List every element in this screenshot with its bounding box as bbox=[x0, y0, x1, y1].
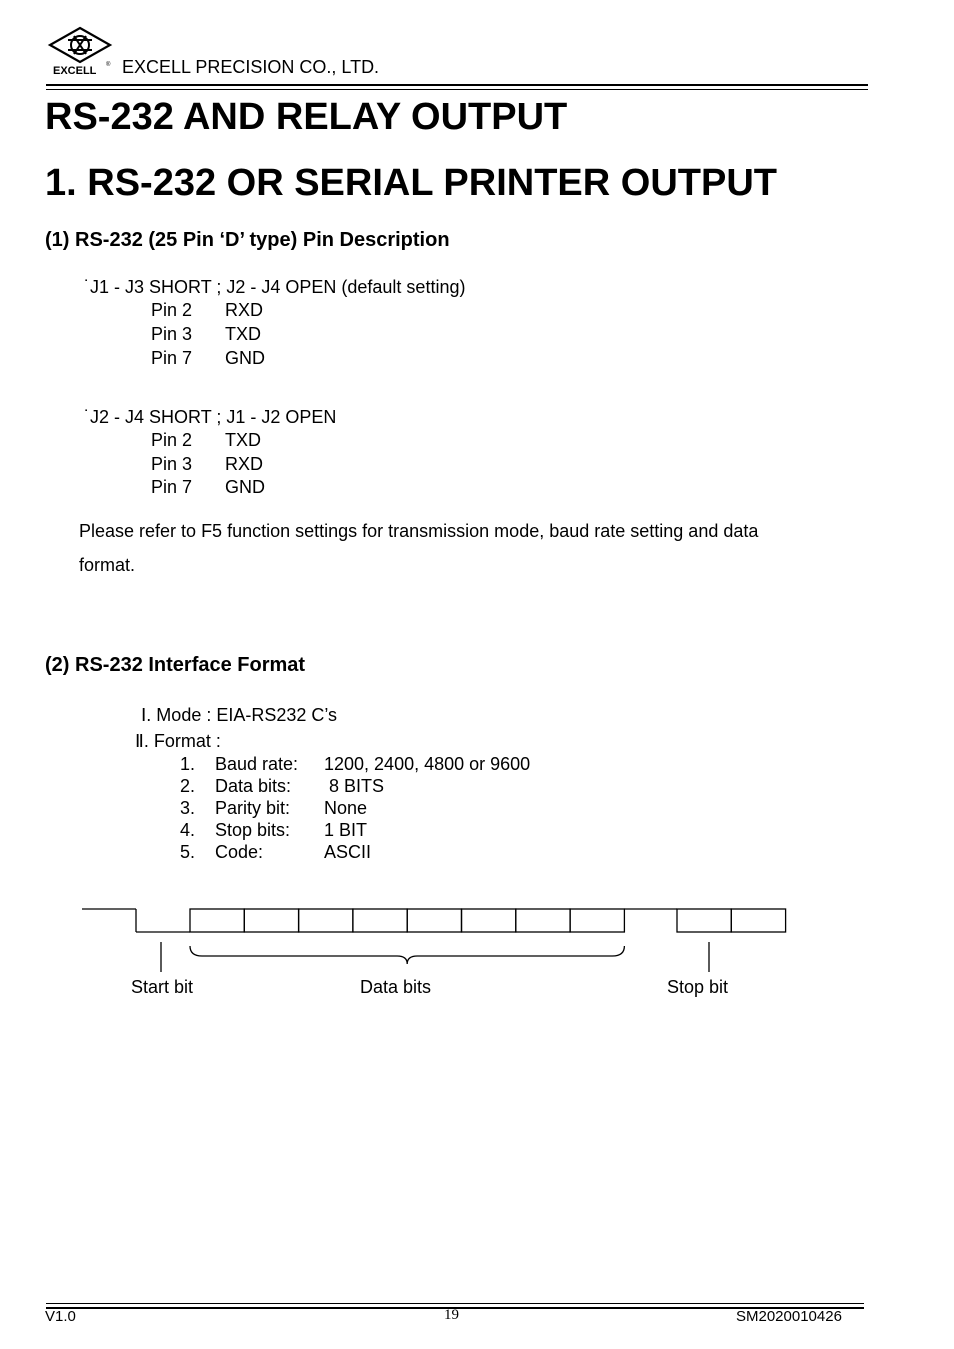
config-b-label: ˙J2 - J4 SHORT ; J1 - J2 OPEN bbox=[84, 407, 337, 427]
data-bit-cell bbox=[570, 909, 624, 932]
data-bit-cell bbox=[407, 909, 461, 932]
footer-doc-id: SM2020010426 bbox=[736, 1308, 842, 1325]
data-bit-cell bbox=[462, 909, 516, 932]
data-bit-cell bbox=[516, 909, 570, 932]
mode-line: Ⅰ. Mode : EIA-RS232 C’s bbox=[141, 705, 338, 725]
stop-bit-cell bbox=[677, 909, 731, 932]
note-line-1: Please refer to F5 function settings for transmission mode, baud rate setting and data bbox=[79, 521, 759, 541]
subsection-heading-pin-description: (1) RS-232 (25 Pin ‘D’ type) Pin Description bbox=[45, 229, 450, 251]
pin-row: Pin 3 TXD bbox=[151, 324, 261, 344]
format-item: 5. Code: ASCII bbox=[180, 842, 372, 862]
pin-row: Pin 7 GND bbox=[151, 348, 265, 368]
data-bit-cell bbox=[353, 909, 407, 932]
pin-row: Pin 3 RXD bbox=[151, 454, 264, 474]
format-label: Ⅱ. Format : bbox=[135, 731, 221, 751]
footer-rule-thin bbox=[46, 1303, 864, 1304]
stop-bit-cell bbox=[731, 909, 785, 932]
pin-row: Pin 7 GND bbox=[151, 477, 265, 497]
footer-version: V1.0 bbox=[45, 1308, 76, 1325]
format-item: 1. Baud rate: 1200, 2400, 4800 or 9600 bbox=[180, 754, 531, 774]
page-number: 19 bbox=[444, 1307, 459, 1323]
stop-bit-label: Stop bit bbox=[667, 977, 729, 997]
data-bit-cell bbox=[244, 909, 298, 932]
data-bits-label: Data bits bbox=[360, 977, 432, 997]
subsection-heading-interface-format: (2) RS-232 Interface Format bbox=[45, 654, 306, 676]
start-bit-label: Start bit bbox=[131, 977, 194, 997]
logo-text: EXCELL bbox=[53, 65, 97, 76]
note-line-2: format. bbox=[79, 555, 136, 575]
format-item: 4. Stop bits: 1 BIT bbox=[180, 820, 368, 840]
data-bit-cell bbox=[299, 909, 353, 932]
section-heading: 1. RS-232 OR SERIAL PRINTER OUTPUT bbox=[45, 162, 777, 204]
company-name: EXCELL PRECISION CO., LTD. bbox=[122, 57, 380, 77]
config-a-label: ˙J1 - J3 SHORT ; J2 - J4 OPEN (default setting) bbox=[84, 277, 466, 297]
data-bit-cell bbox=[190, 909, 244, 932]
pin-row: Pin 2 TXD bbox=[151, 430, 261, 450]
format-item: 3. Parity bit: None bbox=[180, 798, 368, 818]
page-title: RS-232 AND RELAY OUTPUT bbox=[45, 96, 568, 138]
svg-text:®: ® bbox=[106, 62, 111, 68]
format-item: 2. Data bits: 8 BITS bbox=[180, 776, 385, 796]
data-bits-brace bbox=[190, 946, 624, 964]
pin-row: Pin 2 RXD bbox=[151, 300, 264, 320]
